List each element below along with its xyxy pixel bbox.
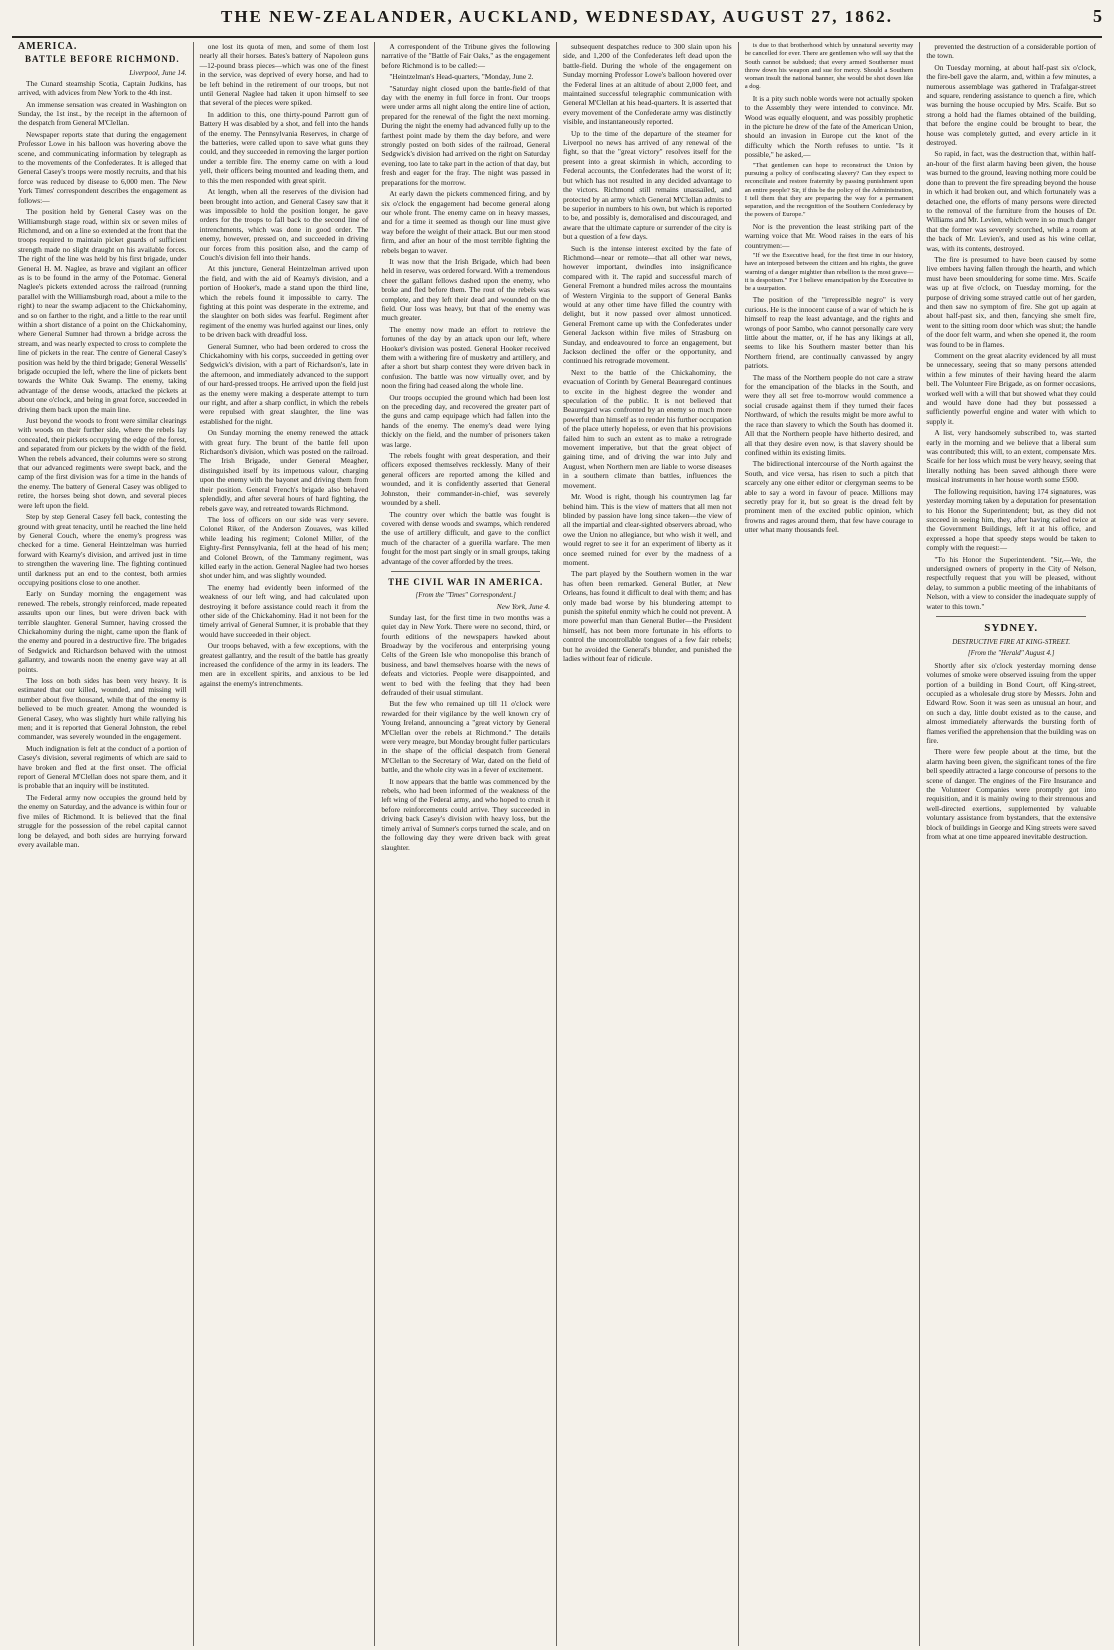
paragraph: The loss on both sides has been very heavy. It is estimated that our killed, wounded, and missing will number about five thousand, while that of the enemy is believed to be much greater. Among the wounded is General Casey, who was slightly hurt while rallying his men; and it is reported that General Johnston, the rebel commander, was severely wounded in the engagement. — [18, 676, 187, 742]
paragraph: Early on Sunday morning the engagement was renewed. The rebels, strongly reinforced, made repeated assaults upon our lines, but were driven back with terrible slaughter. General Sumner, having crossed the Chickahominy during the night, came upon the flank of the enemy and poured in a destructive fire. The brigades of Sedgwick and Richardson behaved with the utmost gallantry, and towards noon the enemy gave way at all points. — [18, 589, 187, 674]
paragraph: The following requisition, having 174 signatures, was yesterday morning taken by a deputation for presentation to his Honor the Superintendent; but, as they did not succeed in seeing him, they, after having called twice at the Government Buildings, left it at his office, and expressed a hope that speedy steps would be taken to comply with the request:— — [926, 486, 1097, 553]
paragraph: On Sunday morning the enemy renewed the attack with great fury. The brunt of the battle fell upon Richardson's division, which was posted on the railroad. The Irish Brigade, under General Meagher, distinguished itself by its impetuous valour, charging upon the enemy with the bayonet and driving them from their position. General French's brigade also behaved splendidly, and after several hours of hard fighting, the rebels gave way, and retreated towards Richmond. — [199, 428, 369, 513]
article-source: [From the "Times" Correspondent.] — [415, 590, 516, 599]
paragraph: "Saturday night closed upon the battle-field of that day with the enemy in full force in front. Our troops were under arms all night along the entire line of action, prepared for the renewal of the fight the next morning. During the night the enemy had advanced fully up to the farthest point made by them the day before, and were strongly posted on both sides of the railroad, General Sedgwick's division had arrived on the right on Saturday evening, too late to take part in the action of that day, but fresh and eager for the fray. The night was passed in preparations for the morrow. — [381, 83, 551, 187]
paragraph: is due to that brotherhood which by unnatural severity may be cancelled for ever. There are gentlemen who will say that the South cannot be subdued; that every armed Southerner must throw down his weapon and sue for mercy. Should a Southern woman insult the national banner, she would be shot down like a dog. — [744, 42, 914, 91]
paragraph: It now appears that the battle was commenced by the rebels, who had been informed of the weakness of the left wing of the Federal army, and who hoped to crush it before reinforcements could arrive. They succeeded in driving back Casey's division with heavy loss, but the timely arrival of Sumner's corps turned the scale, and on the following day they were driven back with great slaughter. — [381, 776, 551, 852]
paragraph: The enemy now made an effort to retrieve the fortunes of the day by an attack upon our left, where Hooker's division was posted. General Hooker received them with a withering fire of musketry and artillery, and after a short but sharp contest they were driven back in confusion. The battle was now virtually over, and by noon the firing had ceased along the whole line. — [381, 324, 551, 391]
paragraph: Much indignation is felt at the conduct of a portion of Casey's division, several regiments of which are said to have broken and fled at the first onset. The official report of General M'Clellan does not spare them, and it is probable that an inquiry will be instituted. — [18, 743, 187, 791]
paragraph: On Tuesday morning, at about half-past six o'clock, the fire-bell gave the alarm, and, within a few minutes, a numerous assemblage was gathered in Trafalgar-street and square, rendering assistance to quench a fire, which was burning the house occupied by Mrs. Scaife. But so strong a hold had the flames obtained of the building, that before the engine could be brought to bear, the house was completely gutted, and every article in it destroyed. — [926, 62, 1097, 148]
paragraph: The loss of officers on our side was very severe. Colonel Riker, of the Anderson Zouaves, was killed while leading his regiment; Colonel Miller, of the Eighty-first Pennsylvania, fell at the head of his men; and Colonel Brown, of the Tammany regiment, was killed early in the action. General Naglee had two horses shot under him, and was slightly wounded. — [199, 514, 369, 581]
paragraph: The Cunard steamship Scotia, Captain Judkins, has arrived, with advices from New York to the 4th inst. — [18, 78, 187, 98]
column-2 — [194, 42, 376, 1646]
paragraph: The rebels fought with great desperation, and their officers exposed themselves recklessly. Many of their general officers are reported among the killed and wounded, and it is confidently asserted that General Johnston, their commander-in-chief, was severely wounded by a shell. — [381, 451, 551, 508]
paragraph: So rapid, in fact, was the destruction that, within half-an-hour of the first alarm having been given, the house was burned to the ground, leaving nothing more could be done than to prevent the fire spreading beyond the house in which it had broken out, and which fortunately was a detached one, the efforts of many persons were directed to the removal of the furniture from the houses of Dr. Williams and Mr. Levien, which were in so much danger that the former was severely scorched, while a room at the back of Mr. Levien's, and used as his wine cellar, was, with its contents, destroyed. — [926, 149, 1097, 253]
column-5 — [739, 42, 921, 1646]
paragraph: Up to the time of the departure of the steamer for Liverpool no news has arrived of any renewal of the fight, so that the "great victory" resolves itself for the present into a great skirmish in which, according to Federal accounts, the Confederates had the worst of it; but which has not resulted in any decided advantage to the victors. Richmond still remains unassailed, and protected by an army which General M'Clellan admits to be superior in numbers to his own, but which is reported to be, and possibly is, demoralised and discouraged, and aware that the ultimate capture or surrender of the city is but a question of a few days. — [563, 128, 732, 242]
paragraph: The position held by General Casey was on the Williamsburgh stage road, within six or seven miles of Richmond, and on a line so extended at the front that the troops required to maintain picket guards of sufficient strength made no slight draught on his available forces. The right of the line was held by his first brigade, under General H. M. Naglee, as brave and vigilant an officer as is to be found in the army of the Potomac. General Naglee's pickets extended across the railroad (running parallel with the Williamsburgh road, about a mile to the right) to near the swamp adjacent to the Chickahominy, and so on farther to the right, and a little to the rear until within a short distance of a point on the Chickahominy, where General Sumner had thrown a bridge across the stream, and was nearly expected to cross to complete the line of pickets in the rear. The centre of General Casey's position was held by the third brigade; General Wessells' brigade occupied the left, where the line of pickets bent towards the White Oak Swamp. The enemy, taking advantage of the dense woods, attacked the pickets at about one o'clock, and being in great force, succeeded in driving them back upon the main line. — [18, 207, 187, 414]
article-headline: BATTLE BEFORE RICHMOND. — [25, 54, 180, 65]
paragraph: Such is the intense interest excited by the fate of Richmond—near or remote—that all other war news, however important, dwindles into insignificance compared with it. The rapid and successful march of General Fremont a hundred miles across the mountains of Western Virginia to the support of General Banks would at any other time have filled the country with delight, but it now passed over almost unnoticed. General Fremont came up with the Confederates under General Jackson within five miles of Strasburg on Sunday, and endeavoured to force an engagement, but Jackson declined the offer or the opportunity, and continued his retrograde movement. — [563, 243, 732, 366]
columns — [12, 42, 1102, 1646]
article-subheadline: DESTRUCTIVE FIRE AT KING-STREET. — [952, 637, 1071, 646]
paragraph: Shortly after six o'clock yesterday morning dense volumes of smoke were observed issuing from the upper portion of a building in Bond Court, off King-street, occupied as a wholesale drug store by Messrs. John and Edward Row. Soon it was seen as unusual an hour, and on such a day, little doubt existed as to the cause, and almost immediately afterwards the bursting forth of flames verified the apprehension that the building was on fire. — [926, 660, 1097, 746]
article-headline: THE CIVIL WAR IN AMERICA. — [388, 576, 544, 587]
paragraph: There were few people about at the time, but the alarm having been given, the significant tones of the fire bell speedily attracted a large concourse of persons to the scene of danger. The engines of the Fire Insurance and the Volunteer Companies were promptly got into requisition, and it is mainly owing to their strenuous and well-directed exertions, supplemented by valuable voluntary assistance from bystanders, that the extensive block of buildings in George and King streets were saved from what at one time appeared inevitable destruction. — [926, 747, 1097, 842]
paragraph: Just beyond the woods to front were similar clearings with woods on their further side, where the rebels lay concealed, their pickets occupying the edge of the forest, and separated from our pickets by the width of the field. When the rebels advanced, their columns were so strong that our advanced regiments were swept back, and the camp of the first division was for a time in the hands of the enemy. The battery of General Casey was obliged to retire, the horses being shot down, and several pieces were left upon the field. — [18, 416, 187, 510]
page-number: 5 — [1093, 6, 1102, 26]
paragraph: But the few who remained up till 11 o'clock were rewarded for their vigilance by the well known cry of Young Ireland, announcing a "great victory by General M'Clellan over the rebels at Richmond." The details were very meagre, but Monday brought fuller particulars in the shape of the official despatch from General M'Clellan to the Secretary of War, dated on the field of battle, and the whole city was in a fever of excitement. — [381, 699, 551, 775]
paragraph: The country over which the battle was fought is covered with dense woods and swamps, which rendered the use of artillery difficult, and gave to the conflict much of the character of a guerilla warfare. The men fought for the most part singly or in small groups, taking advantage of the cover afforded by the trees. — [381, 509, 551, 566]
paragraph: The mass of the Northern people do not care a straw for the emancipation of the blacks in the South, and were they all set free to-morrow would commence a social crusade against them if they turned their faces Northward, of which the results might be more awful to the race than slavery to which the South has doomed it. All that the Northern people have hitherto desired, and all that they desire even now, is that slavery should be confined within its existing limits. — [744, 372, 914, 457]
paragraph: Nor is the prevention the least striking part of the warning voice that Mr. Wood raises in the ears of his countrymen:— — [744, 221, 914, 250]
paragraph: The position of the "irrepressible negro" is very curious. He is the innocent cause of a war of which he is himself to reap the least advantage, and the rights and wrongs of poor Sambo, who cannot personally care very little about the matter, or, if he has any likings at all, seems to like his Southern master better than his Northern friend, are continually canvassed by angry patriots. — [744, 295, 914, 371]
article-headline: SYDNEY. — [984, 621, 1039, 634]
paragraph: Newspaper reports state that during the engagement Professor Lowe in his balloon was hovering above the scene, and communicating information by telegraph as to the movements of the Confederates. It is alleged that General Casey's troops were mostly recruits, and that his force was reduced by disease to 6,000 men. The New York Times' correspondent describes the engagement as follows:— — [18, 129, 187, 205]
paragraph: In addition to this, one thirty-pound Parrott gun of Battery H was disabled by a shot, and fell into the hands of the enemy. The Pennsylvania Reserves, in charge of the batteries, were called upon to save what guns they could, and they succeeded in removing the larger portion under a terrible fire. The enemy came on with a loud yell, their officers being mounted and leading them, and to this the men responded with great spirit. — [199, 109, 369, 185]
article-source: [From the "Herald" August 4.] — [967, 649, 1055, 658]
quoted-paragraph: "If we the Executive head, for the first time in our history, have an interposed between the citizen and his rights, the grave warning of a danger mightier than rebellion is the most grave—it is despotism." For I believe emancipation by the Executive to be a usurpation. — [744, 251, 914, 293]
paragraph: General Sumner, who had been ordered to cross the Chickahominy with his corps, succeeded in getting over Sedgwick's division, with a part of Richardson's, late in the afternoon, and immediately advanced to the support of our hard-pressed troops. He arrived upon the field just as the enemy were making a desperate attempt to turn our right, and after a sharp conflict, in which the rebels were repulsed with great slaughter, the line was established for the night. — [199, 341, 369, 426]
quoted-paragraph: "To his Honor the Superintendent. "Sir,—We, the undersigned owners of property in the City of Nelson, respectfully request that you will be pleased, without delay, to summon a public meeting of the inhabitants of Nelson, with a view to consider the inadequate supply of water to this town." — [926, 554, 1097, 611]
paragraph: Our troops occupied the ground which had been lost on the preceding day, and recovered the greater part of the guns and camp equipage which had fallen into the hands of the enemy. The enemy's dead were lying thickly on the field, and the number of prisoners taken was large. — [381, 392, 551, 449]
masthead-title: THE NEW-ZEALANDER, AUCKLAND, WEDNESDAY, AUGUST 27, 1862. — [220, 7, 893, 26]
paragraph: At early dawn the pickets commenced firing, and by six o'clock the engagement had become general along our whole front. The enemy came on in heavy masses, and for a time it seemed as though our line must give way before the weight of their attack. But our men stood firm, and after an hour of the most terrible fighting the rebels began to waver. — [381, 189, 551, 255]
paragraph: An immense sensation was created in Washington on Sunday, the 1st inst., by the receipt in the afternoon of the despatch from General M'Clellan. — [18, 99, 187, 128]
paragraph: A correspondent of the Tribune gives the following narrative of the "Battle of Fair Oaks," as the engagement before Richmond is to be called:— — [381, 42, 551, 70]
paragraph: Sunday last, for the first time in two months was a quiet day in New York. There were no second, third, or fourth editions of the newspapers hawked about Broadway by the vociferous and enterprising young Celts of the Green Isle who monopolise this branch of business, and bawl themselves hoarse with the news of defeats and victories. People were disappointed, and went to bed with the feeling that they had been defrauded of their usual stimulant. — [381, 612, 551, 697]
section-divider — [391, 571, 540, 572]
paragraph: "Heintzelman's Head-quarters, "Monday, June 2. — [389, 72, 534, 82]
paragraph: one lost its quota of men, and some of them lost nearly all their horses. Bates's battery of Napoleon guns—12-pound brass pieces—which was one of the finest in the service, was deprived of every horse, and had to be left behind in the retirement of our troops, but not until General Naglee had taken it upon himself to see that several of the pieces were spiked. — [199, 42, 369, 108]
paragraph: At this juncture, General Heintzelman arrived upon the field, and with the aid of Kearny's division, and a portion of Hooker's, made a stand upon the third line, which the rebels found it impossible to carry. The fighting at this point was desperate in the extreme, and the slaughter on both sides was fearful. Regiment after regiment of the enemy was hurled against our lines, only to be driven back with dreadful loss. — [199, 264, 369, 340]
column-3 — [375, 42, 557, 1646]
quoted-paragraph: "That gentlemen can hope to reconstruct the Union by pursuing a policy of confiscating slavery? Can they expect to reconciliate and restore fraternity by passing punishment upon an entire people? Sir, if this be the policy of the Administration, I tell them that they are preparing the way for a permanent separation, and the recognition of the Southern Confederacy by the powers of Europe." — [744, 161, 914, 219]
paragraph: It is a pity such noble words were not actually spoken to the Assembly they were intended to convince. Mr. Wood was equally eloquent, and was possibly prophetic in the picture he drew of the fate of the American Union, should an invasion in Europe cut the knot of the difficulty which the North refuses to untie. "Is it possible," he asked,— — [744, 93, 914, 160]
paragraph: The Federal army now occupies the ground held by the enemy on Saturday, and the advance is within four or five miles of Richmond. It is believed that the final struggle for the possession of the rebel capital cannot long be delayed, and both sides are hurrying forward every available man. — [18, 792, 187, 849]
paragraph: A list, very handsomely subscribed to, was started early in the morning and we believe that a liberal sum was contributed; this will, to an extent, compensate Mrs. Scaife for her loss which must be very heavy, seeing that literally nothing has been saved although there were musical instruments in her house worth some £500. — [926, 428, 1097, 485]
paragraph: The bidirectional intercourse of the North against the South, and vice versa, has risen to such a pitch that scarcely any one either editor or clergyman seems to be able to say a word in favour of peace. Millions may secretly pray for it, but so great is the dread felt by prominent men of the excited public opinion, which frowns and rages around them, that few have courage to utter what many thousands feel. — [744, 459, 914, 535]
paragraph: It was now that the Irish Brigade, which had been held in reserve, was ordered forward. With a tremendous cheer the gallant fellows dashed upon the enemy, who broke and fled before them. The rout of the rebels was complete, and they left their dead and wounded on the field. Our loss was heavy, but that of the enemy was much greater. — [381, 256, 551, 323]
paragraph: prevented the destruction of a considerable portion of the town. — [926, 42, 1097, 61]
masthead — [12, 6, 1102, 38]
paragraph: Next to the battle of the Chickahominy, the evacuation of Corinth by General Beauregard continues to excite in the highest degree the wonder and speculation of the public. It is not believed that Beauregard was confronted by an enemy so much more powerful than himself as to render his further occupation of the place utterly hopeless, or even that his provisions failed him to such an extent as to make a retrograde movement imperative, but that the great object of gaining time, and of driving the war into July and August, when Northern men are liable to worse diseases in a southern climate than battles, influences the movement. — [563, 367, 732, 490]
paragraph: The fire is presumed to have been caused by some live embers having fallen through the hearth, and which must have been smouldering for some time. Mrs. Scaife was up at five o'clock, on Tuesday morning, for the purpose of driving some strayed cattle out of her garden, and then saw no symptom of fire. She got up again at about half-past six, and then, fancying she smelt fire, went to the sitting room door which was shut; the handle of the door felt warm, and when she opened it, the room was found to be in flames. — [926, 254, 1097, 349]
paragraph: The enemy had evidently been informed of the weakness of our left wing, and had calculated upon destroying it before assistance could reach it from the other side of the Chickahominy. Had it not been for the timely arrival of General Sumner, it is probable that they would have succeeded in their object. — [199, 582, 369, 639]
paragraph: Mr. Wood is right, though his countrymen lag far behind him. This is the view of matters that all men not blinded by passion have long since taken—the view of all the impartial and clear-sighted observers abroad, who owe the Union no allegiance, but who wish it well, and would regret to see it for an experiment of liberty as it once seemed ruined for ever by the madness of a moment. — [563, 492, 732, 567]
article-dateline: New York, June 4. — [496, 602, 551, 612]
section-divider — [936, 616, 1086, 617]
paragraph: The part played by the Southern women in the war has often been remarked. General Butler, at New Orleans, has found it difficult to deal with them; and has only made bad worse by his blundering attempt to punish the spiteful enmity which he could not prevent. A more powerful man than General Butler—the President himself, has not been more fortunate in his efforts to control the uncontrollable tongues of a few fair rebels; but he avoided the General's blunder, and punished the ladies without fear of ridicule. — [563, 569, 732, 663]
paragraph: Comment on the great alacrity evidenced by all must be unnecessary, seeing that so many persons attended within a few minutes of their having heard the alarm bell. The Volunteer Fire Brigade, as on former occasions, worked well with a will that but showed what they could and would have done had they but possessed a sufficiently powerful engine and water with which to supply it. — [926, 351, 1097, 426]
article-dateline: Liverpool, June 14. — [129, 68, 187, 78]
column-1 — [12, 42, 194, 1646]
paragraph: subsequent despatches reduce to 300 slain upon his side, and 1,200 of the Confederates left dead upon the battle-field. During the whole of the engagement on Sunday morning Professor Lowe's balloon hovered over the Federal lines at an altitude of about 2,000 feet, and maintained successful telegraphic communication with General M'Clellan at his head-quarters. It is asserted that every movement of the Confederate army was distinctly visible, and instantaneously reported. — [563, 42, 732, 127]
section-title: AMERICA. — [18, 42, 78, 52]
paragraph: Our troops behaved, with a few exceptions, with the greatest gallantry, and the result of the battle has greatly increased the confidence of the army in its leaders. The men are in excellent spirits, and anxious to be led against the enemy's intrenchments. — [199, 641, 369, 688]
paragraph: At length, when all the reserves of the division had been brought into action, and General Casey saw that it was impossible to hold the position longer, he gave orders for the troops to fall back to the second line of intrenchments, which was done in good order. The enemy, however, pressed on, and succeeded in driving our forces from this position also, and the camp of Couch's division fell into their hands. — [199, 187, 369, 262]
column-6 — [920, 42, 1102, 1646]
paragraph: Step by step General Casey fell back, contesting the ground with great tenacity, until he reached the line held by General Couch, where the enemy's progress was checked for a time. General Heintzelman was hurried forward with Kearny's division, and arrived just in time to strengthen the wavering line. The fighting continued until darkness put an end to the contest, both armies occupying positions close to one another. — [18, 512, 187, 587]
column-4 — [557, 42, 739, 1646]
